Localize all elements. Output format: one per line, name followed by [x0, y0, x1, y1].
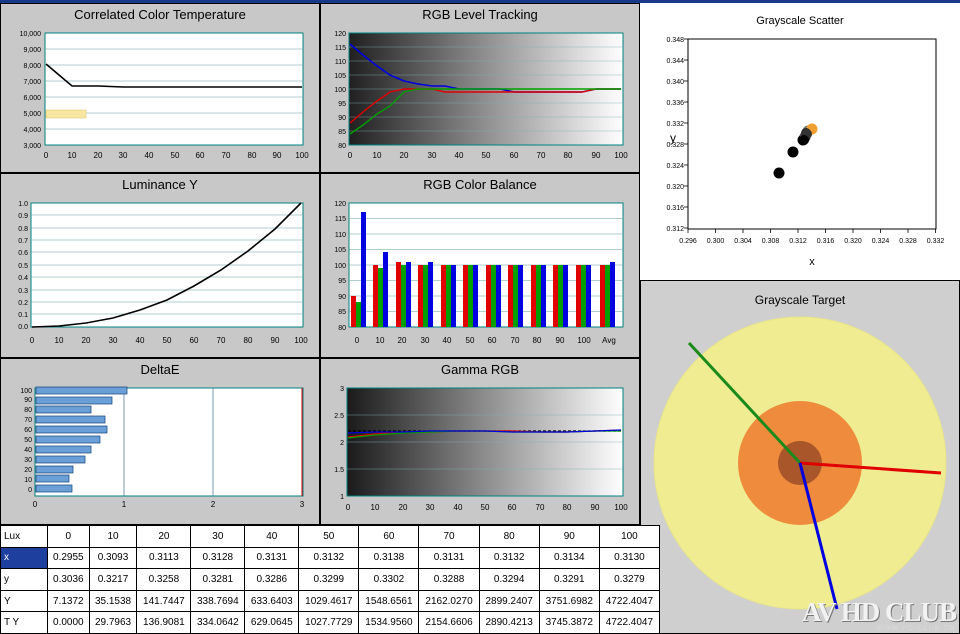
panel-rgb-tracking	[320, 3, 640, 173]
table-cell: 338.7694	[191, 590, 245, 612]
svg-text:100: 100	[334, 87, 346, 94]
svg-text:90: 90	[338, 115, 346, 122]
table-cell: 1534.9560	[359, 612, 419, 634]
table-cell: 1548.6561	[359, 590, 419, 612]
svg-text:6,000: 6,000	[23, 95, 41, 102]
svg-text:115: 115	[334, 216, 346, 223]
svg-text:110: 110	[334, 59, 346, 66]
svg-text:90: 90	[555, 336, 565, 345]
svg-text:4,000: 4,000	[23, 127, 41, 134]
svg-text:0.312: 0.312	[789, 238, 807, 245]
table-cell: 0.3217	[89, 569, 137, 591]
svg-text:0: 0	[43, 151, 49, 160]
svg-text:50: 50	[465, 336, 475, 345]
svg-text:1.0: 1.0	[18, 201, 28, 208]
table-cell: 1029.4617	[299, 590, 359, 612]
svg-text:0.344: 0.344	[666, 58, 684, 65]
luminance-chart	[1, 195, 319, 358]
table-cell: 0.3288	[419, 569, 479, 591]
svg-text:95: 95	[338, 101, 346, 108]
svg-text:60: 60	[24, 427, 32, 434]
svg-text:0.336: 0.336	[666, 100, 684, 107]
panel-deltae-title: DeltaE	[140, 362, 180, 377]
table-cell: 2899.2407	[479, 590, 539, 612]
table-cell: 0.3130	[599, 547, 659, 569]
svg-text:85: 85	[338, 129, 346, 136]
svg-text:0.3: 0.3	[18, 288, 28, 295]
table-cell: 7.1372	[48, 590, 90, 612]
svg-text:80: 80	[532, 336, 542, 345]
panel-rgb-balance	[320, 173, 640, 358]
table-header-cell: 10	[89, 526, 137, 548]
svg-text:0.312: 0.312	[666, 226, 684, 233]
svg-text:30: 30	[420, 336, 430, 345]
svg-text:20: 20	[81, 336, 91, 345]
table-cell: 0.3036	[48, 569, 90, 591]
rgb-balance-chart	[321, 195, 639, 358]
svg-text:110: 110	[334, 232, 346, 239]
svg-text:120: 120	[334, 31, 346, 38]
table-cell: 0.3299	[299, 569, 359, 591]
table-cell: 0.3113	[137, 547, 191, 569]
table-cell: 0.3134	[539, 547, 599, 569]
watermark-line1: AV HD	[801, 597, 880, 627]
table-cell: 0.3093	[89, 547, 137, 569]
table-row	[1, 547, 660, 569]
row-label: y	[1, 569, 48, 591]
svg-text:90: 90	[591, 151, 601, 160]
svg-text:85: 85	[338, 309, 346, 316]
svg-text:1: 1	[121, 500, 127, 509]
table-cell: 629.0645	[245, 612, 299, 634]
table-header-cell: 0	[48, 526, 90, 548]
svg-text:2.5: 2.5	[334, 413, 344, 420]
table-cell: 334.0642	[191, 612, 245, 634]
svg-text:0.304: 0.304	[734, 238, 752, 245]
svg-text:80: 80	[243, 336, 253, 345]
svg-text:0: 0	[347, 151, 353, 160]
table-cell: 0.3131	[419, 547, 479, 569]
panel-cct	[0, 3, 320, 173]
svg-text:60: 60	[487, 336, 497, 345]
table-cell: 29.7963	[89, 612, 137, 634]
table-cell: 3745.3872	[539, 612, 599, 634]
table-cell: 35.1538	[89, 590, 137, 612]
svg-text:20: 20	[24, 467, 32, 474]
svg-text:0.7: 0.7	[18, 238, 28, 245]
watermark-line3: WWW.HD-CLUB.TW	[876, 625, 956, 632]
svg-text:0.328: 0.328	[899, 238, 917, 245]
table-header-cell: 20	[137, 526, 191, 548]
table-cell: 0.3281	[191, 569, 245, 591]
svg-text:0.296: 0.296	[679, 238, 697, 245]
panel-gamma-title: Gamma RGB	[440, 362, 519, 377]
svg-text:80: 80	[338, 143, 346, 150]
svg-text:30: 30	[24, 457, 32, 464]
watermark-line2: CLUB	[884, 597, 956, 627]
svg-text:60: 60	[195, 151, 205, 160]
svg-text:40: 40	[24, 447, 32, 454]
panel-cct-title: Correlated Color Temperature	[74, 7, 246, 22]
table-cell: 0.2955	[48, 547, 90, 569]
table-row	[1, 569, 660, 591]
cct-chart	[1, 25, 319, 173]
svg-text:0.6: 0.6	[18, 250, 28, 257]
panel-luminance-title: Luminance Y	[122, 177, 198, 192]
table-header-cell: 100	[599, 526, 659, 548]
target-chart	[641, 311, 959, 631]
svg-text:0: 0	[29, 336, 35, 345]
scatter-xlabel: x	[809, 256, 815, 268]
svg-text:10,000: 10,000	[19, 31, 41, 38]
svg-text:2: 2	[340, 440, 344, 447]
svg-text:0.328: 0.328	[666, 142, 684, 149]
table-cell: 3751.6982	[539, 590, 599, 612]
svg-text:0.324: 0.324	[871, 238, 890, 245]
panel-deltae	[0, 358, 320, 525]
svg-text:70: 70	[536, 151, 546, 160]
panel-rgb-balance-title: RGB Color Balance	[423, 177, 537, 192]
table-cell: 633.6403	[245, 590, 299, 612]
svg-text:90: 90	[24, 397, 32, 404]
panel-luminance	[0, 173, 320, 358]
svg-text:0.340: 0.340	[666, 79, 684, 86]
svg-text:80: 80	[562, 503, 572, 512]
svg-text:60: 60	[189, 336, 199, 345]
svg-text:50: 50	[162, 336, 172, 345]
svg-text:100: 100	[20, 388, 32, 395]
panel-rgb-tracking-title: RGB Level Tracking	[422, 7, 538, 22]
panel-scatter-title: Grayscale Scatter	[756, 15, 844, 27]
row-label: Y	[1, 590, 48, 612]
svg-text:10: 10	[370, 503, 380, 512]
svg-text:70: 70	[535, 503, 545, 512]
svg-text:100: 100	[614, 151, 628, 160]
panel-gamma	[320, 358, 640, 525]
svg-text:20: 20	[397, 336, 407, 345]
svg-text:0: 0	[354, 336, 360, 345]
scatter-ylabel: y	[670, 131, 676, 145]
table-header-cell: 70	[419, 526, 479, 548]
svg-text:70: 70	[221, 151, 231, 160]
row-label: T Y	[1, 612, 48, 634]
svg-text:80: 80	[24, 407, 32, 414]
table-cell: 0.3132	[299, 547, 359, 569]
table-cell: 141.7447	[137, 590, 191, 612]
table-cell: 0.3138	[359, 547, 419, 569]
svg-text:2: 2	[210, 500, 216, 509]
svg-text:10: 10	[375, 336, 385, 345]
svg-text:3,000: 3,000	[23, 143, 41, 150]
svg-text:7,000: 7,000	[23, 79, 41, 86]
table-cell: 0.3294	[479, 569, 539, 591]
svg-text:70: 70	[216, 336, 226, 345]
table-cell: 2890.4213	[479, 612, 539, 634]
measurements-table	[0, 525, 660, 634]
table-header-cell: 50	[299, 526, 359, 548]
svg-text:0.332: 0.332	[926, 238, 945, 245]
gamma-chart	[321, 380, 639, 525]
svg-text:20: 20	[399, 151, 409, 160]
svg-text:5,000: 5,000	[23, 111, 41, 118]
svg-text:0.5: 0.5	[18, 263, 28, 270]
svg-text:0.1: 0.1	[18, 312, 28, 319]
svg-text:70: 70	[510, 336, 520, 345]
svg-text:0.320: 0.320	[666, 184, 684, 191]
panel-scatter	[640, 3, 960, 280]
svg-text:90: 90	[338, 294, 346, 301]
svg-text:10: 10	[67, 151, 77, 160]
svg-text:0.316: 0.316	[666, 205, 684, 212]
svg-text:20: 20	[398, 503, 408, 512]
svg-text:0.320: 0.320	[844, 238, 862, 245]
table-row	[1, 590, 660, 612]
svg-text:30: 30	[425, 503, 435, 512]
svg-text:105: 105	[334, 73, 346, 80]
svg-text:90: 90	[590, 503, 600, 512]
svg-text:10: 10	[24, 477, 32, 484]
table-cell: 136.9081	[137, 612, 191, 634]
svg-text:0: 0	[28, 487, 32, 494]
svg-text:0: 0	[32, 500, 38, 509]
svg-text:50: 50	[481, 151, 491, 160]
svg-text:0.2: 0.2	[18, 300, 28, 307]
table-header-cell: 90	[539, 526, 599, 548]
svg-text:0.300: 0.300	[706, 238, 725, 245]
svg-text:1: 1	[340, 494, 344, 501]
svg-text:120: 120	[334, 201, 346, 208]
svg-text:0.316: 0.316	[816, 238, 835, 245]
table-cell: 0.0000	[48, 612, 90, 634]
svg-text:0.308: 0.308	[761, 238, 780, 245]
svg-text:0.4: 0.4	[18, 275, 28, 282]
svg-text:10: 10	[54, 336, 64, 345]
row-label: x	[1, 547, 48, 569]
svg-text:80: 80	[563, 151, 573, 160]
svg-text:60: 60	[507, 503, 517, 512]
svg-text:Avg: Avg	[602, 336, 616, 345]
watermark	[802, 599, 956, 632]
svg-text:9,000: 9,000	[23, 47, 41, 54]
table-header-cell: 80	[479, 526, 539, 548]
svg-text:60: 60	[509, 151, 519, 160]
svg-text:90: 90	[272, 151, 282, 160]
svg-text:40: 40	[442, 336, 452, 345]
table-cell: 0.3286	[245, 569, 299, 591]
svg-text:20: 20	[93, 151, 103, 160]
table-header-cell: Lux	[1, 526, 48, 548]
svg-text:0.332: 0.332	[666, 121, 684, 128]
table-cell: 0.3302	[359, 569, 419, 591]
svg-text:105: 105	[334, 247, 346, 254]
table-header-cell: 40	[245, 526, 299, 548]
table-cell: 0.3279	[599, 569, 659, 591]
svg-text:50: 50	[480, 503, 490, 512]
panel-target-title: Grayscale Target	[754, 293, 846, 307]
svg-text:50: 50	[170, 151, 180, 160]
svg-text:90: 90	[270, 336, 280, 345]
table-header-cell: 30	[191, 526, 245, 548]
svg-text:30: 30	[118, 151, 128, 160]
svg-text:0.324: 0.324	[666, 163, 684, 170]
svg-text:30: 30	[427, 151, 437, 160]
svg-text:95: 95	[338, 278, 346, 285]
table-cell: 1027.7729	[299, 612, 359, 634]
svg-text:8,000: 8,000	[23, 63, 41, 70]
svg-text:1.5: 1.5	[334, 467, 344, 474]
svg-text:3: 3	[340, 386, 344, 393]
table-row	[1, 612, 660, 634]
svg-text:40: 40	[453, 503, 463, 512]
svg-text:100: 100	[334, 263, 346, 270]
svg-text:100: 100	[295, 151, 309, 160]
svg-text:0.0: 0.0	[18, 324, 28, 331]
svg-text:100: 100	[614, 503, 628, 512]
scatter-chart	[640, 33, 960, 278]
panel-target	[640, 280, 960, 634]
svg-text:40: 40	[454, 151, 464, 160]
svg-text:0.348: 0.348	[666, 37, 684, 44]
svg-text:30: 30	[108, 336, 118, 345]
svg-text:80: 80	[247, 151, 257, 160]
svg-text:0.8: 0.8	[18, 226, 28, 233]
svg-text:100: 100	[294, 336, 308, 345]
table-cell: 0.3258	[137, 569, 191, 591]
svg-text:70: 70	[24, 417, 32, 424]
svg-text:10: 10	[372, 151, 382, 160]
deltae-chart	[1, 380, 319, 525]
table-cell: 4722.4047	[599, 590, 659, 612]
svg-text:80: 80	[338, 325, 346, 332]
svg-text:40: 40	[144, 151, 154, 160]
table-header-cell: 60	[359, 526, 419, 548]
svg-text:0: 0	[345, 503, 351, 512]
table-cell: 0.3131	[245, 547, 299, 569]
svg-text:100: 100	[577, 336, 591, 345]
table-cell: 0.3132	[479, 547, 539, 569]
svg-text:3: 3	[299, 500, 305, 509]
table-cell: 0.3128	[191, 547, 245, 569]
svg-text:40: 40	[135, 336, 145, 345]
table-cell: 0.3291	[539, 569, 599, 591]
svg-text:115: 115	[334, 45, 346, 52]
svg-text:50: 50	[24, 437, 32, 444]
table-header-row	[1, 526, 660, 548]
svg-text:0.9: 0.9	[18, 213, 28, 220]
table-cell: 2154.6606	[419, 612, 479, 634]
rgb-tracking-chart	[321, 25, 639, 173]
table-cell: 2162.0270	[419, 590, 479, 612]
table-cell: 4722.4047	[599, 612, 659, 634]
